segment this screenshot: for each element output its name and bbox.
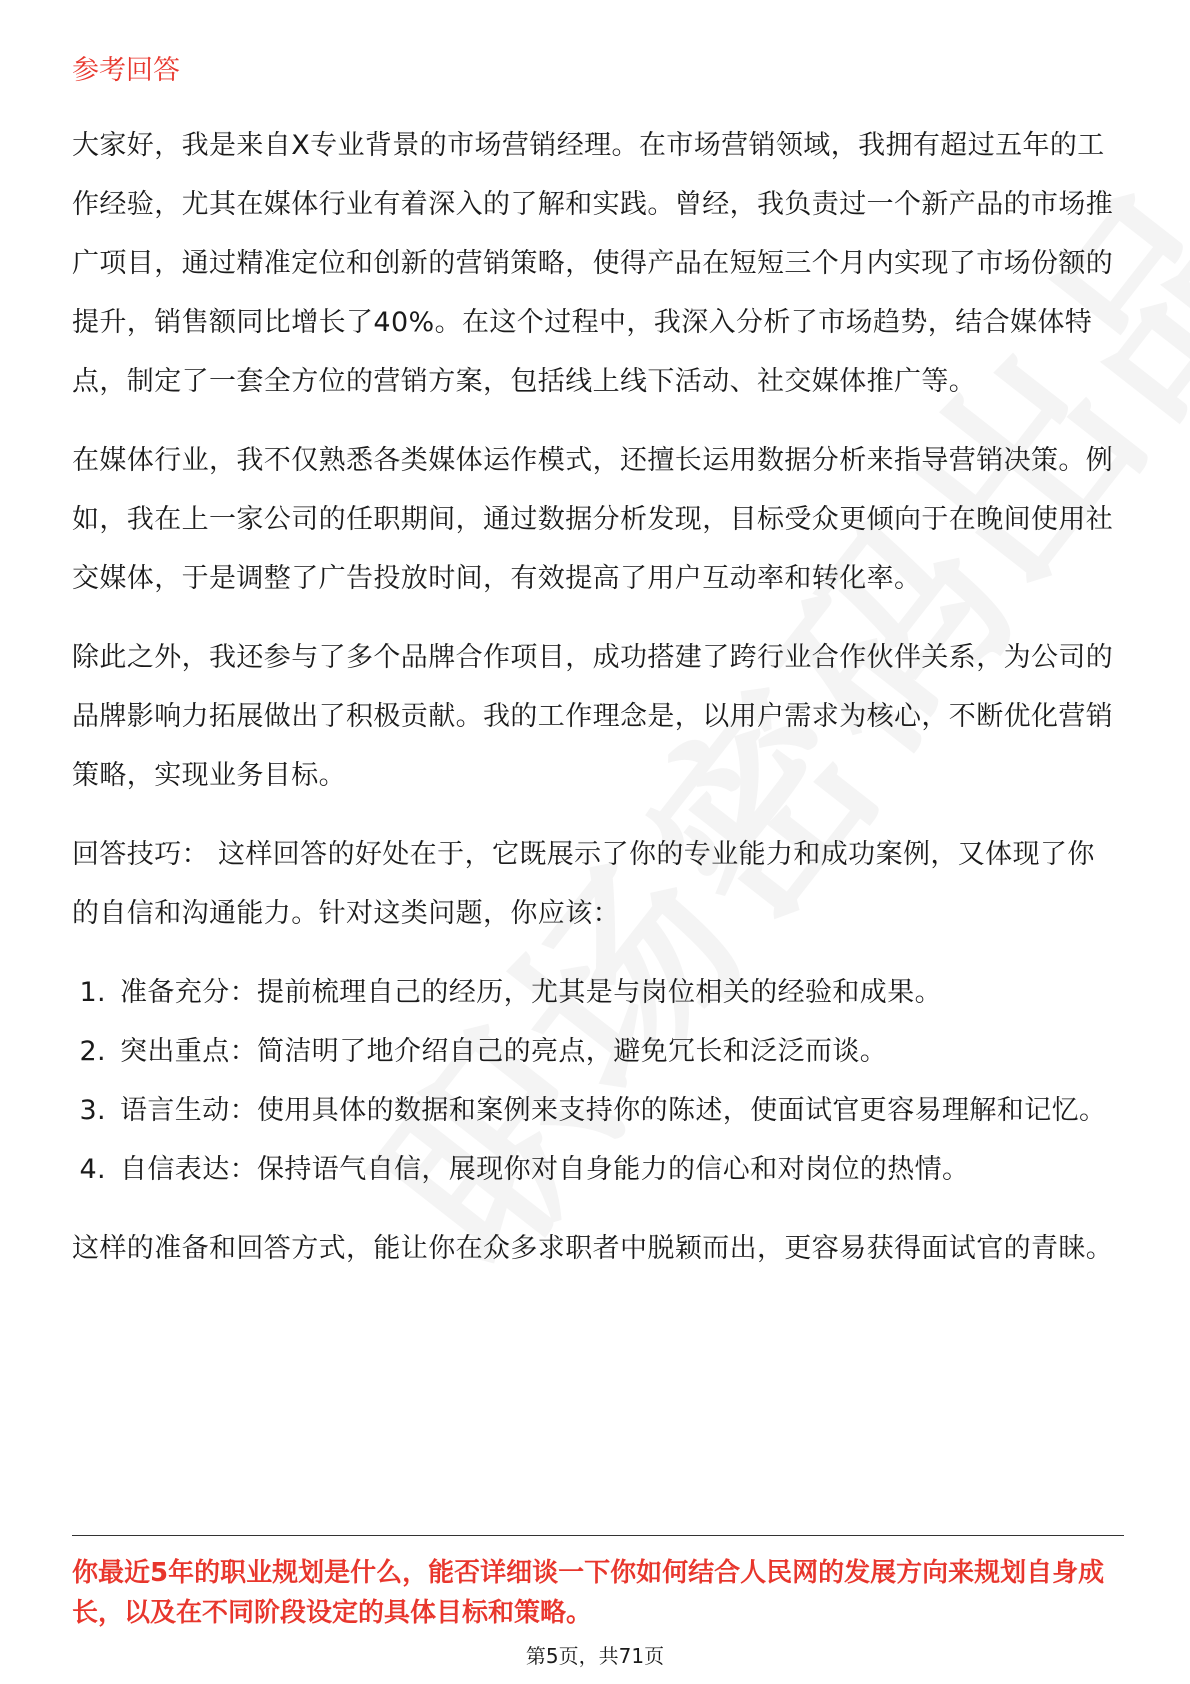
list-item-text: 准备充分：提前梳理自己的经历，尤其是与岗位相关的经验和成果。 (120, 977, 942, 1008)
section-divider (72, 1535, 1124, 1536)
document-body (72, 50, 1122, 1298)
page-number: 第5页，共71页 (525, 1644, 665, 1668)
list-item-text: 突出重点：简洁明了地介绍自己的亮点，避免冗长和泛泛而谈。 (120, 1036, 888, 1067)
list-item (72, 1081, 1122, 1140)
list-item-text: 语言生动：使用具体的数据和案例来支持你的陈述，使面试官更容易理解和记忆。 (120, 1095, 1107, 1126)
list-item-number: 4. (79, 1154, 106, 1185)
paragraph-intro: 大家好，我是来自X专业背景的市场营销经理。在市场营销领域，我拥有超过五年的工作经验，尤其在媒体行业有着深入的了解和实践。曾经，我负责过一个新产品的市场推广项目，通过精准定位和创新的营销策略，使得产品在短短三个月内实现了市场份额的提升，销售额同比增长了40%。在这个过程中，我深入分析了市场趋势，结合媒体特点，制定了一套全方位的营销方案，包括线上线下活动、社交媒体推广等。 (72, 130, 1114, 397)
list-item (72, 1140, 1122, 1199)
list-item (72, 1022, 1122, 1081)
list-item-text: 自信表达：保持语气自信，展现你对自身能力的信心和对岗位的热情。 (120, 1154, 970, 1185)
tips-list (72, 963, 1122, 1199)
answer-heading: 参考回答 (72, 55, 180, 86)
paragraph-brand-cooperation: 除此之外，我还参与了多个品牌合作项目，成功搭建了跨行业合作伙伴关系，为公司的品牌影响力拓展做出了积极贡献。我的工作理念是，以用户需求为核心，不断优化营销策略，实现业务目标。 (72, 642, 1114, 791)
list-item-number: 2. (79, 1036, 106, 1067)
paragraph-answer-tips: 回答技巧： 这样回答的好处在于，它既展示了你的专业能力和成功案例，又体现了你的自信和沟通能力。针对这类问题，你应该： (72, 839, 1095, 929)
paragraph-media-industry: 在媒体行业，我不仅熟悉各类媒体运作模式，还擅长运用数据分析来指导营销决策。例如，我在上一家公司的任职期间，通过数据分析发现，目标受众更倾向于在晚间使用社交媒体，于是调整了广告投放时间，有效提高了用户互动率和转化率。 (72, 445, 1114, 594)
list-item (72, 963, 1122, 1022)
list-item-number: 1. (79, 977, 106, 1008)
paragraph-closing: 这样的准备和回答方式，能让你在众多求职者中脱颖而出，更容易获得面试官的青睐。 (72, 1233, 1114, 1264)
list-item-number: 3. (79, 1095, 106, 1126)
next-question: 你最近5年的职业规划是什么，能否详细谈一下你如何结合人民网的发展方向来规划自身成长，以及在不同阶段设定的具体目标和策略。 (72, 1558, 1105, 1628)
